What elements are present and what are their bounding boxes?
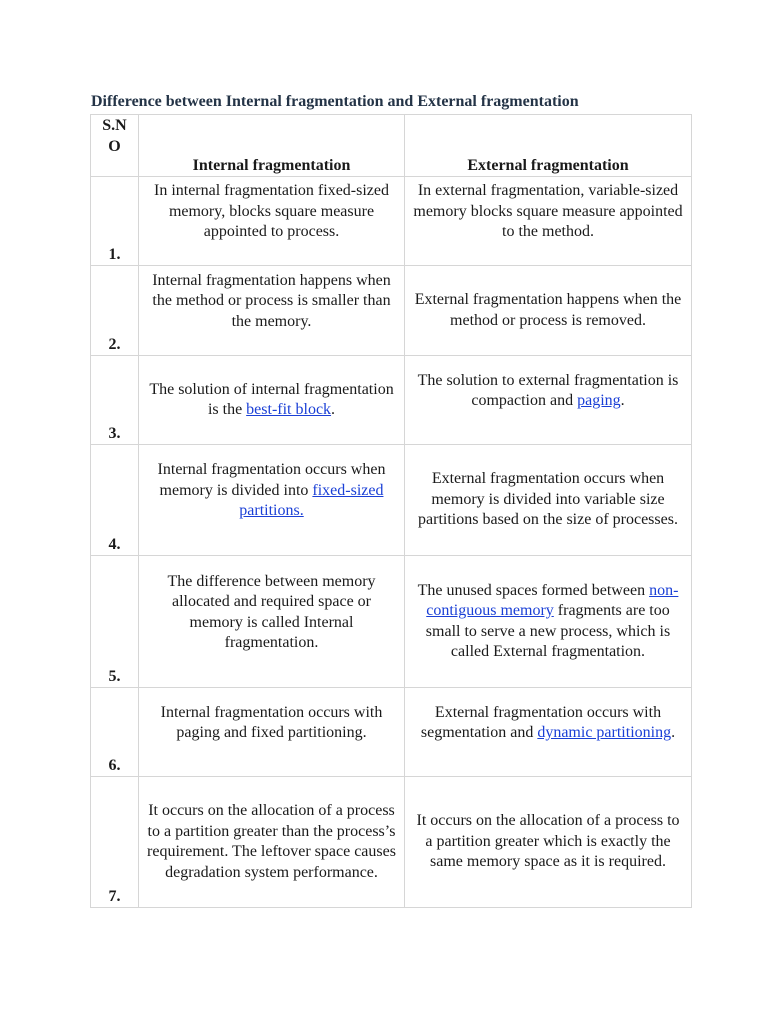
internal-cell	[139, 445, 405, 556]
cell-text: The solution to external fragmentation is compaction and	[417, 371, 679, 409]
fixed-sized-partitions-link[interactable]: fixed-sized partitions.	[239, 481, 384, 520]
external-cell: External fragmentation happens when the method or process is removed.	[405, 266, 692, 356]
cell-text: .	[620, 392, 625, 409]
paging-link[interactable]: paging	[577, 392, 621, 409]
external-cell	[405, 556, 692, 688]
table-row	[91, 177, 692, 266]
best-fit-block-link[interactable]: best-fit block	[246, 401, 332, 418]
external-cell: In external fragmentation, variable-sized memory blocks square measure appointed to the method.	[405, 177, 692, 266]
header-internal: Internal fragmentation	[139, 115, 405, 177]
cell-text: fragments are too small to serve a new process, which is called External fragmentation.	[425, 602, 671, 660]
internal-cell: Internal fragmentation occurs with paging and fixed partitioning.	[139, 688, 405, 777]
dynamic-partitioning-link[interactable]: dynamic partitioning	[537, 724, 672, 741]
table-row	[91, 356, 692, 445]
internal-cell: The difference between memory allocated and required space or memory is called Internal fragmentation.	[139, 556, 405, 688]
row-number: 1.	[91, 177, 139, 266]
internal-cell: In internal fragmentation fixed-sized memory, blocks square measure appointed to process.	[139, 177, 405, 266]
row-number: 7.	[91, 777, 139, 908]
internal-cell: Internal fragmentation happens when the method or process is smaller than the memory.	[139, 266, 405, 356]
row-number: 4.	[91, 445, 139, 556]
table-row	[91, 266, 692, 356]
cell-text: .	[671, 724, 676, 741]
cell-text: Internal fragmentation occurs when memory is divided into	[157, 461, 386, 499]
row-number: 2.	[91, 266, 139, 356]
table-row	[91, 445, 692, 556]
comparison-table	[90, 114, 692, 908]
table-row	[91, 777, 692, 908]
external-cell	[405, 356, 692, 445]
internal-cell: It occurs on the allocation of a process to a partition greater than the process’s requirement. The leftover space causes degradation system performance.	[139, 777, 405, 908]
page-title: Difference between Internal fragmentation and External fragmentation	[91, 93, 579, 110]
external-cell	[405, 688, 692, 777]
cell-text: .	[331, 401, 336, 418]
row-number: 3.	[91, 356, 139, 445]
internal-cell	[139, 356, 405, 445]
cell-text: The solution of internal fragmentation is the	[149, 380, 394, 418]
table-row	[91, 556, 692, 688]
row-number: 6.	[91, 688, 139, 777]
cell-text: The unused spaces formed between	[417, 581, 650, 599]
table-row	[91, 688, 692, 777]
external-cell: External fragmentation occurs when memory is divided into variable size partitions based on the size of processes.	[405, 445, 692, 556]
table-header-row	[91, 115, 692, 177]
external-cell: It occurs on the allocation of a process to a partition greater which is exactly the same memory space as it is required.	[405, 777, 692, 908]
header-sno: S.N O	[91, 115, 139, 177]
header-external: External fragmentation	[405, 115, 692, 177]
non-contiguous-memory-link[interactable]: non-contiguous memory	[426, 581, 679, 619]
cell-text: External fragmentation occurs with segmentation and	[420, 703, 662, 741]
row-number: 5.	[91, 556, 139, 688]
